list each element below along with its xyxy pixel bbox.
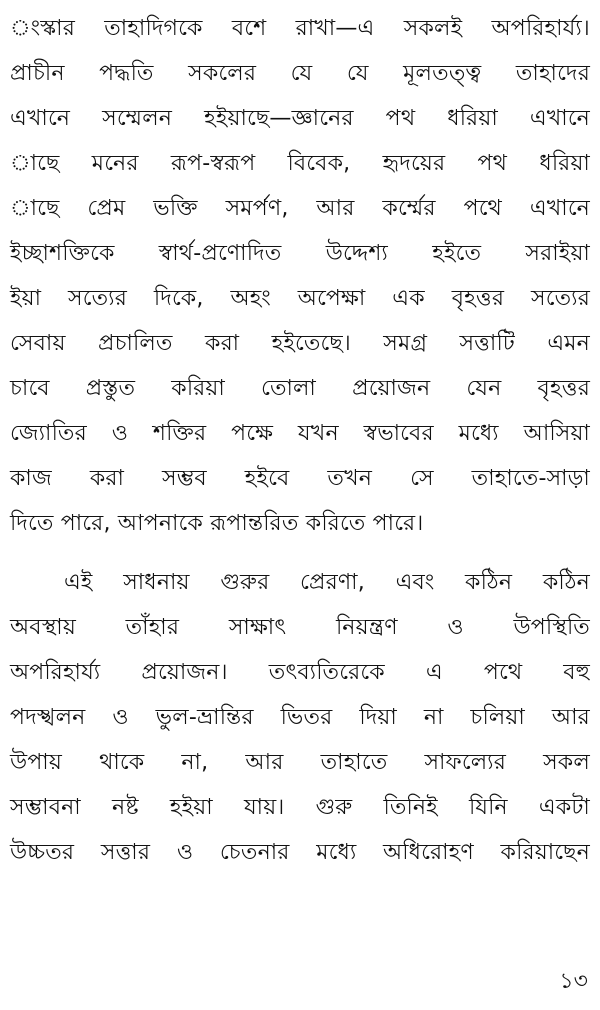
paragraph-1 xyxy=(10,6,590,546)
paragraph-line: এই সাধনায় গুরুর প্রেরণা, এবং কঠিন কঠিন xyxy=(64,570,590,595)
paragraph-line: ংস্কার তাহাদিগকে বশে রাখা—এ সকলই অপরিহার্য্য। xyxy=(10,16,590,41)
paragraph-line: াছে মনের রূপ-স্বরূপ বিবেক, হৃদয়ের পথ ধরিয়া xyxy=(10,151,590,176)
paragraph-line: ইচ্ছাশক্তিকে স্বার্থ-প্রণোদিত উদ্দেশ্য হইতে সরাইয়া xyxy=(10,241,590,266)
paragraph-line: অবস্থায় তাঁহার সাক্ষাৎ নিয়ন্ত্রণ ও উপস্থিতি xyxy=(10,615,590,640)
paragraph-line: প্রাচীন পদ্ধতি সকলের যে যে মূলতত্ত্ব তাহাদের xyxy=(10,61,590,86)
paragraph-line: উপায় থাকে না, আর তাহাতে সাফল্যের সকল xyxy=(10,750,590,775)
paragraph-2 xyxy=(10,560,590,875)
page-number: ১৩ xyxy=(559,969,588,994)
paragraph-line: সেবায় প্রচালিত করা হইতেছে। সমগ্র সত্তাটি এমন xyxy=(10,331,590,356)
body-text xyxy=(10,6,590,875)
paragraph-line: জ্যোতির ও শক্তির পক্ষে যখন স্বভাবের মধ্যে আসিয়া xyxy=(10,421,590,446)
paragraph-gap xyxy=(10,546,590,560)
paragraph-line: ইয়া সত্যের দিকে, অহং অপেক্ষা এক বৃহত্তর সত্যের xyxy=(10,286,590,311)
paragraph-line: াছে প্রেম ভক্তি সমর্পণ, আর কর্ম্মের পথে এখানে xyxy=(10,196,590,221)
paragraph-line: চাবে প্রস্তুত করিয়া তোলা প্রয়োজন যেন বৃহত্তর xyxy=(10,376,590,401)
paragraph-line: সম্ভাবনা নষ্ট হইয়া যায়। গুরু তিনিই যিনি একটা xyxy=(10,795,590,820)
paragraph-line: অপরিহার্য্য প্রয়োজন। তৎব্যতিরেকে এ পথে বহু xyxy=(10,660,590,685)
paragraph-line: পদস্খলন ও ভুল-ভ্রান্তির ভিতর দিয়া না চলিয়া আর xyxy=(10,705,590,730)
paragraph-line: দিতে পারে, আপনাকে রূপান্তরিত করিতে পারে। xyxy=(10,511,424,536)
paragraph-line: এখানে সম্মেলন হইয়াছে—জ্ঞানের পথ ধরিয়া এখানে xyxy=(10,106,590,131)
paragraph-line: কাজ করা সম্ভব হইবে তখন সে তাহাতে-সাড়া xyxy=(10,466,590,491)
paragraph-line: উচ্চতর সত্তার ও চেতনার মধ্যে অধিরোহণ করিয়াছেন xyxy=(10,840,590,865)
